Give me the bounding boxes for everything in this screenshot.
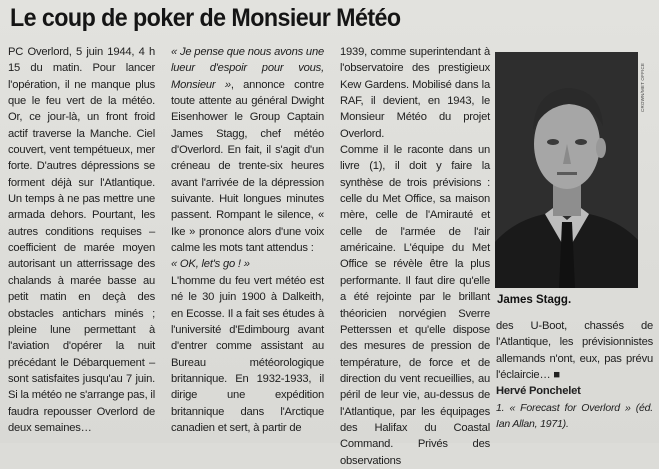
column-4-text: des U-Boot, chassés de l'Atlantique, les prévisionnistes allemands n'ont, eux, pas prévu l'éclaircie… ■ [496,320,653,382]
author-byline: Hervé Ponchelet [496,385,581,398]
column-1-text: PC Overlord, 5 juin 1944, 4 h 15 du matin. Pour lancer l'opération, il ne manque plus que le feu vert de la météo. Or, ce jour-là, un front froid actif traverse la Manche. Ciel couvert, vent tempétueux, mer forte. D'autres dépressions se forment déjà sur l'Atlantique. Un temps à ne pas mettre une armada dehors. Pourtant, les autres conditions requises – coefficient de marée moyen autorisant un atterrissage des chalands à marée basse au petit matin en deçà des obstacles antichars minés ; pleine lune permettant à l'aviation d'opérer la nuit précédant le Débarquement – sont satisfaites jusqu'au 7 juin. Si la météo ne s'arrange pas, il faudra repousser Overlord de deux semaines… [8,46,155,434]
photo-caption: James Stagg. [497,294,572,306]
photo-credit: CROWN/MET OFFICE [640,62,645,112]
article-column-4 [496,318,653,432]
article-column-3 [340,44,490,469]
column-2-text-b: L'homme du feu vert météo est né le 30 juin 1900 à Dalkeith, en Ecosse. Il a fait ses études à l'université d'Edimbourg avant d'entrer comme assistant au Bureau météorologique britannique. En 1932-1933, il dirige une expédition britannique dans l'Arctique canadien et sert, à partir de [171,274,324,434]
portrait-illustration [495,52,638,288]
article-headline: Le coup de poker de Monsieur Météo [10,4,401,32]
column-3-text-b: Comme il le raconte dans un livre (1), il doit y faire la synthèse de trois prévisions : celle du Met Office, sa maison mère, celle de l'Amirauté et celle de l'armée de l'air américaine. L'équipe du Met Office se révèle être la plus performante. Il faut dire qu'elle a été rejointe par le brillant théoricien norvégien Sverre Petterssen et qu'elle dispose des mesures de pression de température, de force et de direction du vent recueillies, au péril de leur vie, au-dessus de l'Atlantique, par les équipages des Halifax du Coastal Command. Privés des observations [340,144,490,467]
footnote: 1. « Forecast for Overlord » (éd. Ian Allan, 1971). [496,401,653,431]
portrait-photo [495,52,638,288]
article-column-2 [171,44,324,436]
column-2-paragraph [171,44,324,256]
stagg-quote: « Je pense que nous avons une lueur d'espoir pour vous, Monsieur » [171,46,324,91]
eisenhower-quote: « OK, let's go ! » [171,258,250,271]
column-3-text-a: 1939, comme superintendant à l'observatoire des prestigieux Kew Gardens. Mobilisé dans la RAF, il devient, en 1943, le Monsieur Météo du projet Overlord. [340,46,490,140]
article-column-1 [8,44,155,436]
column-2-text-a: , annonce contre toute attente au général Dwight Eisenhower le Group Captain James Stagg, chef météo d'Overlord. En fait, il s'agit d'un créneau de trente-six heures avant l'arrivée de la dépression suivante. Huit longues minutes passent. Rompant le silence, « Ike » prononce alors d'une voix calme les mots tant attendus : [171,78,324,255]
